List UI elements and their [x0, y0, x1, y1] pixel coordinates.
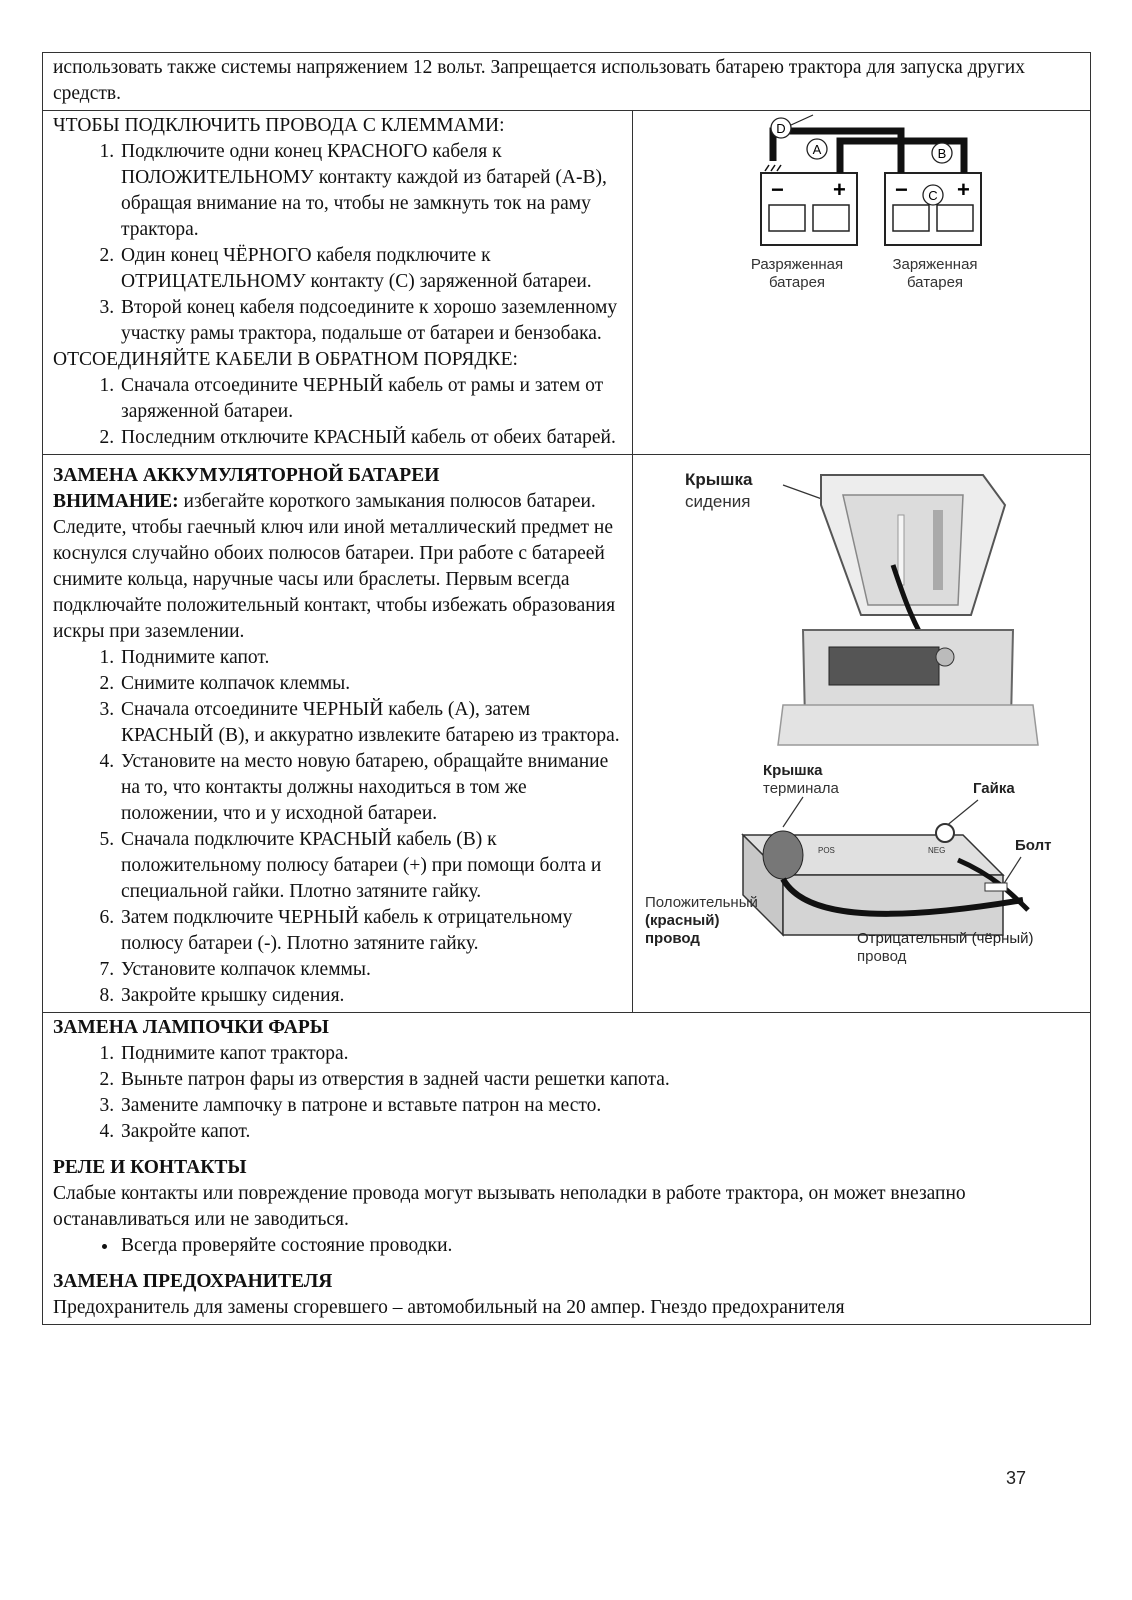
ground-icon — [765, 165, 781, 171]
bottom-row — [43, 1013, 1091, 1325]
connect-steps — [53, 139, 624, 347]
jumper-cables-diagram — [633, 111, 1089, 301]
battery-cell — [769, 205, 805, 231]
fuse-heading: ЗАМЕНА ПРЕДОХРАНИТЕЛЯ — [53, 1271, 333, 1292]
discharged-caption-line2: батарея — [768, 274, 826, 291]
battery-cell — [813, 205, 849, 231]
seat-cover-label-1: Крышка — [685, 470, 753, 489]
jumper-figure-cell — [633, 111, 1091, 455]
plus-sign: + — [957, 177, 970, 202]
battery-illustrations — [633, 455, 1089, 995]
positive-label-3: провод — [645, 930, 700, 947]
minus-sign: − — [771, 177, 784, 202]
bottom-cell — [43, 1013, 1091, 1325]
relay-heading: РЕЛЕ И КОНТАКТЫ — [53, 1157, 247, 1178]
list-item: 2. Один конец ЧЁРНОГО кабеля подключите к ОТРИЦАТЕЛЬНОМУ контакту (С) заряженной батареи. — [119, 243, 624, 295]
list-item: 1. Поднимите капот. — [119, 645, 624, 671]
list-item: 2. Выньте патрон фары из отверстия в задней части решетки капота. — [119, 1067, 1082, 1093]
battery-steps — [53, 645, 624, 1009]
battery-block — [829, 647, 939, 685]
battery-text-cell — [43, 455, 633, 1013]
list-item: 3. Сначала отсоедините ЧЕРНЫЙ кабель (А), затем КРАСНЫЙ (В), и аккуратно извлеките батарею из трактора. — [119, 697, 624, 749]
label-c: C — [928, 188, 938, 203]
label-d: D — [776, 121, 786, 136]
relay-bullets — [53, 1233, 1082, 1259]
bolt-icon — [985, 883, 1007, 891]
seat-ribs — [933, 510, 943, 590]
charged-caption-line2: батарея — [906, 274, 964, 291]
headlamp-heading: ЗАМЕНА ЛАМПОЧКИ ФАРЫ — [53, 1017, 329, 1038]
nut-icon — [936, 824, 954, 842]
discharged-caption-line1: Разряженная — [750, 256, 844, 273]
disconnect-steps — [53, 373, 624, 451]
nut-label: Гайка — [973, 780, 1015, 797]
list-item: 2. Последним отключите КРАСНЫЙ кабель от обеих батарей. — [119, 425, 624, 451]
list-item: 5. Сначала подключите КРАСНЫЙ кабель (В) к положительному полюсу батареи (+) при помощи болта и специальной гайки. Плотно затяните гайку. — [119, 827, 624, 905]
pointer-line — [945, 800, 978, 827]
positive-label-1: Положительный — [645, 894, 758, 911]
disconnect-heading: ОТСОЕДИНЯЙТЕ КАБЕЛИ В ОБРАТНОМ ПОРЯДКЕ: — [53, 349, 518, 370]
headlamp-steps — [53, 1041, 1082, 1145]
list-item: 4. Закройте капот. — [119, 1119, 1082, 1145]
negative-label-2: провод — [857, 948, 907, 965]
terminal-cover — [763, 831, 803, 879]
list-item: 2. Снимите колпачок клеммы. — [119, 671, 624, 697]
list-item: 8. Закройте крышку сидения. — [119, 983, 624, 1009]
plus-sign: + — [833, 177, 846, 202]
negative-label-1: Отрицательный (чёрный) — [857, 930, 1034, 947]
page-number: 37 — [1006, 1468, 1027, 1488]
seat-slot — [898, 515, 904, 585]
terminal-cover-label-1: Крышка — [763, 762, 823, 779]
list-item: 1. Сначала отсоедините ЧЕРНЫЙ кабель от рамы и затем от заряженной батареи. — [119, 373, 624, 425]
connect-row — [43, 111, 1091, 455]
seat-base — [778, 705, 1038, 745]
label-b: B — [937, 146, 947, 161]
pointer-line — [783, 797, 803, 827]
battery-warning — [53, 489, 624, 645]
list-item: 6. Затем подключите ЧЕРНЫЙ кабель к отрицательному полюсу батареи (-). Плотно затяните гайку. — [119, 905, 624, 957]
minus-sign: − — [895, 177, 908, 202]
intro-row — [43, 53, 1091, 111]
terminal-cover-label-2: терминала — [763, 780, 839, 797]
neg-mark: NEG — [928, 846, 946, 855]
pointer-line — [1003, 857, 1021, 885]
fuse-text: Предохранитель для замены сгоревшего – автомобильный на 20 ампер. Гнездо предохранителя — [53, 1297, 845, 1318]
pointer-line — [791, 115, 813, 125]
list-item: 1. Подключите одни конец КРАСНОГО кабеля к ПОЛОЖИТЕЛЬНОМУ контакту каждой из батарей (А-В), обращая внимание на то, чтобы не замкнуть ток на раму трактора. — [119, 139, 624, 243]
intro-cell — [43, 53, 1091, 111]
intro-text: использовать также системы напряжением 12 вольт. Запрещается использовать батарею трактора для запуска других средств. — [53, 57, 1025, 104]
battery-figure-cell — [633, 455, 1091, 1013]
positive-label-2: (красный) — [645, 912, 720, 929]
battery-heading: ЗАМЕНА АККУМУЛЯТОРНОЙ БАТАРЕИ — [53, 465, 440, 486]
list-item: 3. Второй конец кабеля подсоедините к хорошо заземленному участку рамы трактора, подальше от батареи и бензобака. — [119, 295, 624, 347]
document-table — [42, 52, 1091, 1325]
page — [42, 52, 1090, 1325]
battery-terminal — [936, 648, 954, 666]
label-a: A — [812, 142, 822, 157]
connect-text-cell — [43, 111, 633, 455]
list-item: • Всегда проверяйте состояние проводки. — [119, 1233, 1082, 1259]
battery-cell — [937, 205, 973, 231]
bolt-label: Болт — [1015, 837, 1052, 854]
pos-mark: POS — [818, 846, 835, 855]
list-item: 1. Поднимите капот трактора. — [119, 1041, 1082, 1067]
charged-caption-line1: Заряженная — [892, 256, 978, 273]
connect-heading: ЧТОБЫ ПОДКЛЮЧИТЬ ПРОВОДА С КЛЕММАМИ: — [53, 115, 505, 136]
list-item: 3. Замените лампочку в патроне и вставьте патрон на место. — [119, 1093, 1082, 1119]
warning-label: ВНИМАНИЕ: — [53, 491, 179, 512]
seat-cover-label-2: сидения — [685, 492, 751, 511]
relay-text: Слабые контакты или повреждение провода могут вызывать неполадки в работе трактора, он может внезапно останавливаться или не заводиться. — [53, 1183, 966, 1230]
list-item: 4. Установите на место новую батарею, обращайте внимание на то, что контакты должны находиться в том же положении, что и у исходной батареи. — [119, 749, 624, 827]
battery-row — [43, 455, 1091, 1013]
warning-text: избегайте короткого замыкания полюсов батареи. Следите, чтобы гаечный ключ или иной металлический предмет не коснулся случайно обоих полюсов батареи. При работе с батареей снимите кольца, наручные часы или браслеты. Первым всегда подключайте положительный контакт, чтобы избежать образования искры при заземлении. — [53, 491, 616, 642]
battery-cell — [893, 205, 929, 231]
list-item: 7. Установите колпачок клеммы. — [119, 957, 624, 983]
